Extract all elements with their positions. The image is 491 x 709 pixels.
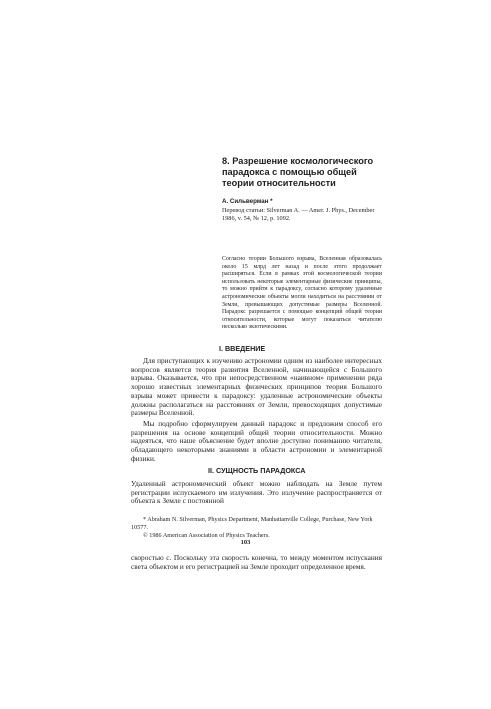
section-heading-paradox: II. СУЩНОСТЬ ПАРАДОКСА	[208, 466, 306, 475]
article-title: 8. Разрешение космологического парадокса с помощью общей теории относительности	[222, 156, 374, 188]
footnote-block	[131, 516, 382, 539]
page-number: 103	[240, 539, 251, 546]
paragraph-intro-1: Для приступающих к изучению астрономии одним из наиболее интересных вопросов является теория развития Вселенной, начинающейся с Большого взрыва. Оказывается, что при непосредственном «наивном» применении ряда хорошо известных элементарных физических принципов теория Большого взрыва может привести к парадоксу: удаленные астрономические объекты должны располагаться на расстояниях от Земли, превосходящих допустимые размеры Вселенной.	[131, 356, 382, 418]
footnote-copyright: © 1986 American Association of Physics Teachers.	[143, 531, 270, 539]
article-abstract: Согласно теории Большого взрыва, Вселенная образовалась около 15 млрд лет назад и после этого продолжает расширяться. Если в рамках этой космологической теории использовать некоторые элементарные физические принципы, то можно прийти к парадоксу, согласно которому удаленные астрономические объекты могли находиться на расстоянии от Земли, превышающих допустимые размеры Вселенной. Парадокс разрешается с помощью концепций общей теории относительности, которые могут показаться читателю несколько экзотическими.	[222, 256, 382, 331]
paragraph-paradox-1: Удаленный астрономический объект можно наблюдать на Земле путем регистрации испускаемого им излучения. Это излучение распространяется от объекта к Земле с постоянной	[131, 479, 382, 506]
section-heading-introduction: I. ВВЕДЕНИЕ	[219, 344, 266, 353]
paragraph-paradox-2: скоростью c. Поскольку эта скорость конечна, то между моментом испускания света объектом и его регистрацией на Земле проходит определенное время.	[131, 553, 382, 571]
paragraph-intro-2: Мы подробно сформулируем данный парадокс и предложим способ его разрешения на основе концепций общей теории относительности. Можно надеяться, что наше объяснение будет вполне доступно пониманию читателя, обладающего некоторыми знаниями в области астрономии и элементарной физики.	[131, 419, 382, 463]
article-author: А. Сильверман *	[222, 198, 273, 205]
translation-note: Перевод статьи: Silverman A. — Amer. J. Phys., December 1986, v. 54, № 12, p. 1092.	[222, 207, 375, 222]
footnote-affiliation: * Abraham N. Silverman, Physics Department, Manhattanville College, Purchase, New York 10577.	[131, 516, 373, 531]
